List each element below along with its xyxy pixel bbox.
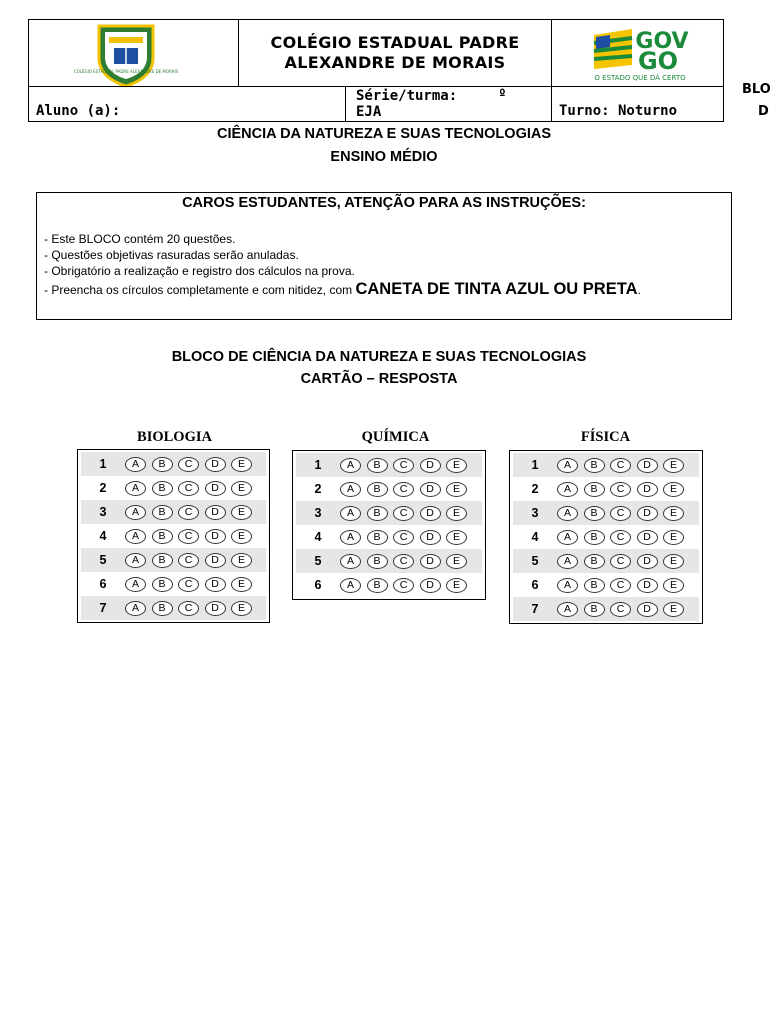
answer-bubble-e[interactable]: E — [663, 506, 684, 521]
answer-bubble-a[interactable]: A — [125, 553, 146, 568]
school-name-cell — [238, 19, 552, 87]
section-title-biologia: BIOLOGIA — [137, 429, 212, 445]
answer-bubble-e[interactable]: E — [663, 458, 684, 473]
answer-bubble-a[interactable]: A — [125, 457, 146, 472]
answer-row — [296, 477, 482, 501]
student-name-field[interactable] — [28, 86, 346, 122]
answer-bubble-c[interactable]: C — [178, 601, 199, 616]
answer-row — [296, 549, 482, 573]
answer-row — [81, 452, 266, 476]
answer-row — [81, 524, 266, 548]
answer-sheet-quimica — [292, 450, 486, 600]
answer-bubble-d[interactable]: D — [205, 529, 226, 544]
answer-bubble-c[interactable]: C — [178, 529, 199, 544]
answer-bubble-a[interactable]: A — [340, 554, 361, 569]
answer-bubble-d[interactable]: D — [637, 458, 658, 473]
answer-bubble-e[interactable]: E — [446, 578, 467, 593]
answer-bubble-a[interactable]: A — [340, 458, 361, 473]
answer-bubble-c[interactable]: C — [610, 578, 631, 593]
answer-bubble-a[interactable]: A — [340, 482, 361, 497]
answer-bubble-e[interactable]: E — [446, 554, 467, 569]
instruction-last-suffix: . — [637, 283, 641, 297]
answer-row — [81, 548, 266, 572]
answer-row — [513, 477, 699, 501]
answer-bubble-d[interactable]: D — [637, 602, 658, 617]
instruction-item: - Questões objetivas rasuradas serão anuladas. — [44, 248, 299, 262]
answer-bubble-c[interactable]: C — [393, 458, 414, 473]
answer-bubble-c[interactable]: C — [393, 506, 414, 521]
answer-bubble-b[interactable]: B — [367, 578, 388, 593]
answer-sheet-fisica — [509, 450, 703, 624]
answer-bubble-e[interactable]: E — [231, 481, 252, 496]
answer-bubble-b[interactable]: B — [584, 530, 605, 545]
instruction-item: - Este BLOCO contém 20 questões. — [44, 232, 236, 246]
answer-bubble-a[interactable]: A — [340, 506, 361, 521]
answer-bubble-c[interactable]: C — [610, 482, 631, 497]
answer-bubble-d[interactable]: D — [637, 506, 658, 521]
instructions-title: CAROS ESTUDANTES, ATENÇÃO PARA AS INSTRUÇÕES: — [182, 195, 586, 211]
question-number: 3 — [314, 506, 322, 520]
question-number: 4 — [314, 530, 322, 544]
answer-bubble-a[interactable]: A — [557, 530, 578, 545]
answer-bubble-d[interactable]: D — [637, 578, 658, 593]
answer-row — [296, 501, 482, 525]
shift-label: Turno: Noturno — [559, 103, 678, 119]
gov-go-logo — [592, 25, 692, 83]
question-number: 6 — [531, 578, 539, 592]
grade-class-field[interactable] — [345, 86, 552, 122]
answer-bubble-b[interactable]: B — [152, 577, 173, 592]
answer-bubble-a[interactable]: A — [125, 481, 146, 496]
answer-bubble-e[interactable]: E — [446, 458, 467, 473]
answer-bubble-e[interactable]: E — [663, 578, 684, 593]
answer-bubble-d[interactable]: D — [205, 601, 226, 616]
answer-bubble-b[interactable]: B — [152, 529, 173, 544]
answer-bubble-b[interactable]: B — [584, 554, 605, 569]
answer-bubble-d[interactable]: D — [420, 554, 441, 569]
school-crest-logo — [73, 22, 179, 88]
answer-row — [296, 453, 482, 477]
answer-bubble-e[interactable]: E — [231, 529, 252, 544]
answer-sheet-biologia — [77, 449, 270, 623]
instruction-item-last — [44, 281, 641, 298]
answer-bubble-c[interactable]: C — [610, 602, 631, 617]
answer-row — [513, 453, 699, 477]
grade-class-label: Série/turma: — [356, 88, 458, 104]
answer-bubble-d[interactable]: D — [420, 458, 441, 473]
answer-bubble-a[interactable]: A — [557, 554, 578, 569]
answer-bubble-b[interactable]: B — [152, 457, 173, 472]
question-number: 5 — [531, 554, 539, 568]
answer-row — [513, 597, 699, 621]
instructions-list — [44, 231, 641, 298]
question-number: 2 — [531, 482, 539, 496]
answer-bubble-d[interactable]: D — [205, 577, 226, 592]
subject-level: ENSINO MÉDIO — [330, 149, 438, 165]
answer-bubble-e[interactable]: E — [663, 602, 684, 617]
answer-bubble-a[interactable]: A — [125, 505, 146, 520]
answer-row — [81, 476, 266, 500]
answer-row — [513, 549, 699, 573]
answer-bubble-d[interactable]: D — [205, 457, 226, 472]
answer-bubble-b[interactable]: B — [152, 553, 173, 568]
question-number: 2 — [314, 482, 322, 496]
answer-bubble-b[interactable]: B — [584, 602, 605, 617]
answer-bubble-a[interactable]: A — [340, 578, 361, 593]
answer-bubble-d[interactable]: D — [205, 505, 226, 520]
answer-bubble-d[interactable]: D — [637, 482, 658, 497]
answer-bubble-b[interactable]: B — [367, 506, 388, 521]
answer-bubble-b[interactable]: B — [152, 505, 173, 520]
answer-card-title: BLOCO DE CIÊNCIA DA NATUREZA E SUAS TECNOLOGIAS — [171, 349, 587, 365]
question-number: 1 — [99, 457, 107, 471]
answer-bubble-b[interactable]: B — [367, 458, 388, 473]
grade-ordinal-symbol: º — [498, 87, 507, 103]
gov-wordmark-bottom: GO — [637, 47, 679, 75]
answer-row — [513, 573, 699, 597]
answer-bubble-e[interactable]: E — [663, 530, 684, 545]
answer-bubble-e[interactable]: E — [231, 577, 252, 592]
answer-bubble-c[interactable]: C — [178, 505, 199, 520]
answer-bubble-c[interactable]: C — [178, 577, 199, 592]
grade-class-value: EJA — [356, 104, 382, 120]
answer-bubble-b[interactable]: B — [152, 481, 173, 496]
subject-title: CIÊNCIA DA NATUREZA E SUAS TECNOLOGIAS — [216, 126, 552, 142]
answer-bubble-e[interactable]: E — [231, 505, 252, 520]
question-number: 6 — [314, 578, 322, 592]
answer-bubble-d[interactable]: D — [637, 530, 658, 545]
answer-bubble-b[interactable]: B — [152, 601, 173, 616]
answer-bubble-c[interactable]: C — [610, 530, 631, 545]
answer-bubble-a[interactable]: A — [125, 529, 146, 544]
cut-off-text-2: D — [758, 104, 769, 119]
answer-bubble-c[interactable]: C — [393, 482, 414, 497]
answer-bubble-d[interactable]: D — [420, 482, 441, 497]
answer-bubble-e[interactable]: E — [231, 457, 252, 472]
answer-card-subtitle: CARTÃO – RESPOSTA — [300, 371, 458, 387]
section-title-fisica: FÍSICA — [580, 429, 631, 445]
question-number: 4 — [531, 530, 539, 544]
answer-bubble-c[interactable]: C — [178, 457, 199, 472]
instruction-emphasis: CANETA DE TINTA AZUL OU PRETA — [355, 280, 638, 298]
answer-bubble-e[interactable]: E — [446, 506, 467, 521]
answer-bubble-d[interactable]: D — [205, 553, 226, 568]
answer-bubble-c[interactable]: C — [610, 554, 631, 569]
gov-wordmark-top: GOV — [635, 29, 689, 54]
answer-row — [81, 500, 266, 524]
question-number: 6 — [99, 577, 107, 591]
answer-bubble-c[interactable]: C — [178, 481, 199, 496]
answer-bubble-d[interactable]: D — [420, 578, 441, 593]
section-title-quimica: QUÍMICA — [361, 429, 430, 445]
answer-bubble-a[interactable]: A — [557, 578, 578, 593]
answer-bubble-e[interactable]: E — [663, 554, 684, 569]
student-name-label: Aluno (a): — [36, 103, 121, 119]
question-number: 2 — [99, 481, 107, 495]
answer-row — [296, 525, 482, 549]
answer-row — [513, 501, 699, 525]
answer-bubble-d[interactable]: D — [637, 554, 658, 569]
answer-bubble-e[interactable]: E — [446, 530, 467, 545]
answer-bubble-c[interactable]: C — [393, 554, 414, 569]
answer-row — [81, 596, 266, 620]
answer-bubble-b[interactable]: B — [584, 458, 605, 473]
question-number: 7 — [99, 601, 107, 615]
answer-bubble-c[interactable]: C — [610, 458, 631, 473]
answer-bubble-a[interactable]: A — [125, 601, 146, 616]
question-number: 5 — [314, 554, 322, 568]
answer-row — [296, 573, 482, 597]
answer-bubble-a[interactable]: A — [125, 577, 146, 592]
crest-caption: COLÉGIO ESTADUAL PADRE ALEXANDRE DE MORAIS — [73, 69, 179, 74]
answer-bubble-d[interactable]: D — [420, 506, 441, 521]
answer-bubble-c[interactable]: C — [393, 530, 414, 545]
answer-bubble-e[interactable]: E — [663, 482, 684, 497]
question-number: 7 — [531, 602, 539, 616]
answer-bubble-a[interactable]: A — [557, 506, 578, 521]
school-name: COLÉGIO ESTADUAL PADRE ALEXANDRE DE MORAIS — [270, 33, 520, 72]
question-number: 5 — [99, 553, 107, 567]
question-number: 1 — [314, 458, 322, 472]
shift-cell — [551, 86, 724, 122]
answer-bubble-e[interactable]: E — [231, 601, 252, 616]
question-number: 3 — [99, 505, 107, 519]
answer-row — [81, 572, 266, 596]
question-number: 4 — [99, 529, 107, 543]
gov-tagline: O ESTADO QUE DÁ CERTO — [594, 74, 686, 82]
instructions-box — [36, 192, 732, 320]
answer-bubble-d[interactable]: D — [420, 530, 441, 545]
answer-bubble-c[interactable]: C — [178, 553, 199, 568]
answer-bubble-c[interactable]: C — [610, 506, 631, 521]
answer-bubble-e[interactable]: E — [446, 482, 467, 497]
answer-bubble-d[interactable]: D — [205, 481, 226, 496]
answer-bubble-e[interactable]: E — [231, 553, 252, 568]
instruction-item: - Obrigatório a realização e registro dos cálculos na prova. — [44, 264, 355, 278]
answer-bubble-a[interactable]: A — [557, 458, 578, 473]
question-number: 1 — [531, 458, 539, 472]
answer-bubble-b[interactable]: B — [367, 530, 388, 545]
answer-bubble-a[interactable]: A — [557, 602, 578, 617]
answer-bubble-a[interactable]: A — [557, 482, 578, 497]
question-number: 3 — [531, 506, 539, 520]
answer-row — [513, 525, 699, 549]
answer-bubble-b[interactable]: B — [367, 554, 388, 569]
instruction-last-prefix: - Preencha os círculos completamente e com nitidez, com — [44, 283, 356, 297]
answer-bubble-a[interactable]: A — [340, 530, 361, 545]
answer-bubble-b[interactable]: B — [584, 506, 605, 521]
cut-off-text-1: BLO — [742, 82, 771, 97]
answer-bubble-b[interactable]: B — [584, 578, 605, 593]
answer-bubble-c[interactable]: C — [393, 578, 414, 593]
answer-bubble-b[interactable]: B — [584, 482, 605, 497]
answer-bubble-b[interactable]: B — [367, 482, 388, 497]
